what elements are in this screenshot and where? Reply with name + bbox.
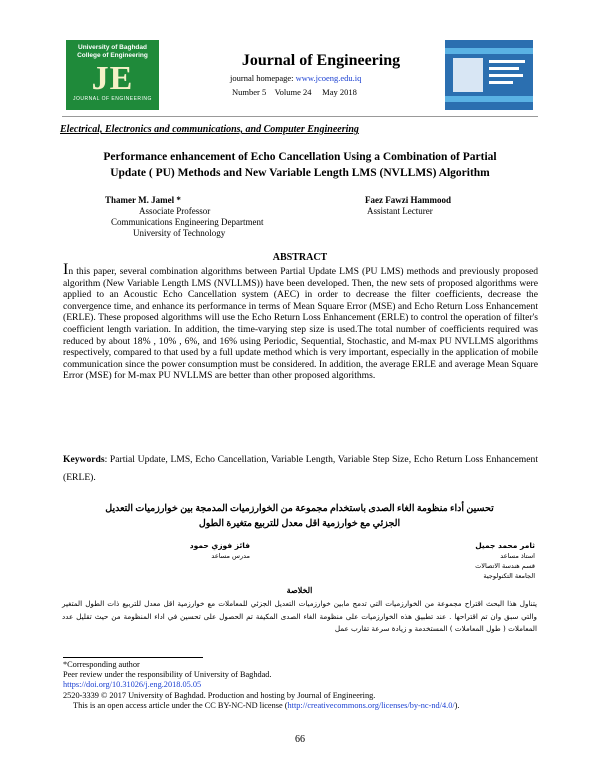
logo-subtitle: JOURNAL OF ENGINEERING — [73, 96, 152, 102]
arabic-title — [62, 502, 537, 532]
author-1-affiliation: University of Technology — [133, 228, 226, 238]
author-1 — [105, 195, 263, 239]
arabic-author-1-name: ثامر محمد جميل — [475, 541, 535, 550]
footnotes — [63, 660, 543, 711]
paper-category: Electrical, Electronics and communications, and Computer Engineering — [60, 124, 359, 135]
keywords — [63, 451, 538, 487]
keywords-list: : Partial Update, LMS, Echo Cancellation, Variable Length, Variable Step Size, Echo Return Loss Enhancement (ERLE). — [63, 454, 538, 483]
page-number: 66 — [295, 734, 305, 745]
arabic-summary-heading: الخلاصة — [286, 586, 313, 595]
header-divider — [62, 116, 538, 117]
homepage-label: journal homepage: — [230, 73, 296, 83]
arabic-author-2 — [140, 541, 250, 561]
author-1-department: Communications Engineering Department — [111, 217, 264, 227]
license-link[interactable]: http://creativecommons.org/licenses/by-nc-nd/4.0/ — [287, 700, 455, 710]
logo-initials: JE — [91, 60, 134, 97]
journal-title: Journal of Engineering — [241, 52, 401, 69]
arabic-title-line2: الجزئي مع خوارزمية اقل معدل للتربيع متغيرة الطول — [198, 519, 401, 529]
author-2-position: Assistant Lecturer — [367, 206, 433, 216]
author-1-name: Thamer M. Jamel * — [105, 195, 181, 205]
author-2 — [365, 195, 451, 217]
homepage-link[interactable]: www.jcoeng.edu.iq — [295, 73, 362, 83]
issue-number: Number 5 — [232, 87, 267, 97]
arabic-author-1-department: قسم هندسة الاتصالات — [475, 562, 535, 570]
logo-university — [66, 40, 159, 60]
arabic-author-2-position: مدرس مساعد — [211, 552, 250, 560]
license-text: This is an open access article under the CC BY-NC-ND license ( — [73, 700, 288, 710]
journal-homepage — [230, 73, 361, 83]
peer-review-note: Peer review under the responsibility of University of Baghdad. — [63, 670, 272, 680]
keywords-label: Keywords — [63, 454, 105, 465]
issue-date: May 2018 — [322, 87, 357, 97]
author-1-position: Associate Professor — [139, 206, 211, 216]
arabic-author-1 — [395, 541, 535, 581]
paper-title — [62, 149, 538, 181]
journal-logo — [66, 40, 159, 110]
copyright-note: 2520-3339 © 2017 University of Baghdad. Production and hosting by Journal of Engineering. — [63, 690, 376, 700]
arabic-author-1-position: استاذ مساعد — [500, 552, 535, 560]
abstract-text — [63, 261, 538, 382]
author-2-name: Faez Fawzi Hammood — [365, 195, 451, 205]
footnote-divider — [63, 657, 203, 658]
journal-cover-image — [445, 40, 533, 110]
arabic-author-1-affiliation: الجامعة التكنولوجية — [483, 572, 535, 580]
doi-link[interactable]: https://doi.org/10.31026/j.eng.2018.05.05 — [63, 680, 202, 690]
arabic-title-line1: تحسين أداء منظومة الغاء الصدى باستخدام مجموعة من الخوارزميات المدمجة بين خوارزميات التعديل — [105, 504, 494, 514]
abstract-body: n this paper, several combination algorithms between Partial Update LMS (PU LMS) methods and previously proposed algorithm (New Variable Length LMS (NVLLMS)) have been developed. Then, the new sets of proposed algorithms were applied to an Acoustic Echo Cancellation system (AEC) in order to decrease the filter coefficients, decrease the convergence time, and enhance its performance in terms of Mean Square Error (MSE) and Echo Return Loss Enhancement (ERLE). These proposed algorithms will use the Echo Return Loss Enhancement (ERLE) to control the operation of filter's coefficient length variation. In addition, the time-varying step size is used.The total number of coefficients required was reduced by about 18% , 10% , 6%, and 16% using Periodic, Sequential, Stochastic, and M-max PU NVLLMS algorithms respectively, compared to that used by a full update method which is very important, especially in the application of mobile communication since the power consumption must be considered. In addition, the average ERLE and average Mean Square Error (MSE) for M-max PU NVLLMS are better than other proposed algorithms. — [63, 266, 538, 382]
license-end: ). — [454, 700, 460, 710]
cover-art — [445, 40, 533, 110]
arabic-summary: يتناول هذا البحث اقتراح مجموعة من الخوارزميات التي تدمج مابين خوارزميات التعديل الجزئي للمعاملات مع خوارزمية اقل معدل للتربيع ذات الطول المتغير والتي سبق وان تم اقتراحها . عند تطبيق هذه الخوارزميات على منظومة الغاء الصدى المكيفة تم الحصول على تحسين في اداء المنظومة من حيث تقليل عدد المعاملات ( طول المعاملات ) المستخدمة و زيادة سرعة تقارب عمل — [62, 599, 537, 633]
title-line2: Update ( PU) Methods and New Variable Length LMS (NVLLMS) Algorithm — [110, 167, 490, 179]
issue-volume: Volume 24 — [274, 87, 312, 97]
logo-line2: College of Engineering — [77, 52, 148, 59]
title-line1: Performance enhancement of Echo Cancellation Using a Combination of Partial — [103, 151, 497, 163]
abstract-dropcap: I — [63, 261, 69, 278]
issue-info — [232, 87, 357, 97]
logo-line1: University of Baghdad — [78, 44, 147, 51]
license-note — [63, 701, 543, 711]
arabic-author-2-name: فائز فوزي حمود — [189, 541, 250, 550]
corresponding-note: *Corresponding author — [63, 660, 140, 669]
abstract-heading: ABSTRACT — [272, 252, 328, 263]
